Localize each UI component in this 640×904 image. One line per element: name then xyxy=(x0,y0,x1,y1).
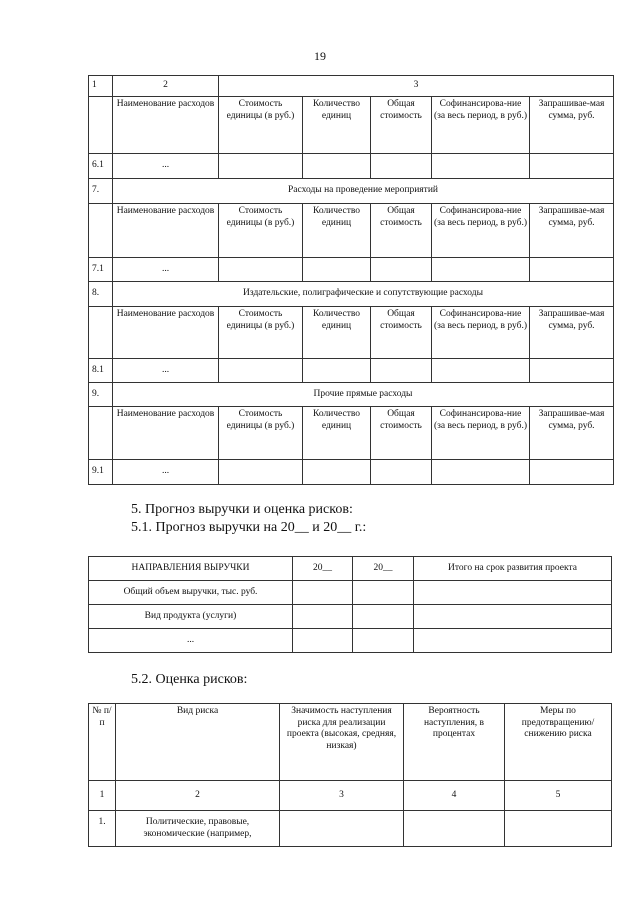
risk-number-row: 1 2 3 4 5 xyxy=(89,781,612,811)
budget-item-row: 6.1 ... xyxy=(89,154,614,179)
budget-header-row: Наименование расходов Стоимость единицы (в руб.) Количество единиц Общая стоимость Софинансирова-ние (за весь период, в руб.) Запрашивае-мая сумма, руб. xyxy=(89,97,614,154)
budget-table xyxy=(88,75,614,485)
section-5-heading: 5. Прогноз выручки и оценка рисков: xyxy=(131,502,353,517)
budget-section-row: 9. Прочие прямые расходы xyxy=(89,383,614,407)
risk-table xyxy=(88,703,612,847)
section-5-2-heading: 5.2. Оценка рисков: xyxy=(131,672,248,687)
risk-header-row: № п/п Вид риска Значимость наступления риска для реализации проекта (высокая, средняя, низкая) Вероятность наступления, в процентах Меры по предотвращению/ снижению риска xyxy=(89,704,612,781)
budget-item-row: 7.1 ... xyxy=(89,258,614,282)
revenue-table xyxy=(88,556,612,653)
budget-item-row: 8.1 ... xyxy=(89,359,614,383)
budget-item-row: 9.1 ... xyxy=(89,460,614,485)
budget-header-row: Наименование расходов Стоимость единицы (в руб.) Количество единиц Общая стоимость Софинансирова-ние (за весь период, в руб.) Запрашивае-мая сумма, руб. xyxy=(89,204,614,258)
col-num-2: 2 xyxy=(113,76,219,97)
page-number: 19 xyxy=(314,49,326,63)
revenue-row: Вид продукта (услуги) xyxy=(89,605,612,629)
col-num-1: 1 xyxy=(89,76,113,97)
budget-header-row: Наименование расходов Стоимость единицы (в руб.) Количество единиц Общая стоимость Софинансирова-ние (за весь период, в руб.) Запрашивае-мая сумма, руб. xyxy=(89,307,614,359)
revenue-header-row: НАПРАВЛЕНИЯ ВЫРУЧКИ 20__ 20__ Итого на срок развития проекта xyxy=(89,557,612,581)
budget-header-row: Наименование расходов Стоимость единицы (в руб.) Количество единиц Общая стоимость Софинансирова-ние (за весь период, в руб.) Запрашивае-мая сумма, руб. xyxy=(89,407,614,460)
revenue-row: Общий объем выручки, тыс. руб. xyxy=(89,581,612,605)
budget-section-row: 7. Расходы на проведение мероприятий xyxy=(89,179,614,204)
col-num-3: 3 xyxy=(219,76,614,97)
risk-row: 1. Политические, правовые, экономические (например, xyxy=(89,811,612,847)
revenue-row: ... xyxy=(89,629,612,653)
section-5-1-heading: 5.1. Прогноз выручки на 20__ и 20__ г.: xyxy=(131,520,367,535)
budget-section-row: 8. Издательские, полиграфические и сопутствующие расходы xyxy=(89,282,614,307)
